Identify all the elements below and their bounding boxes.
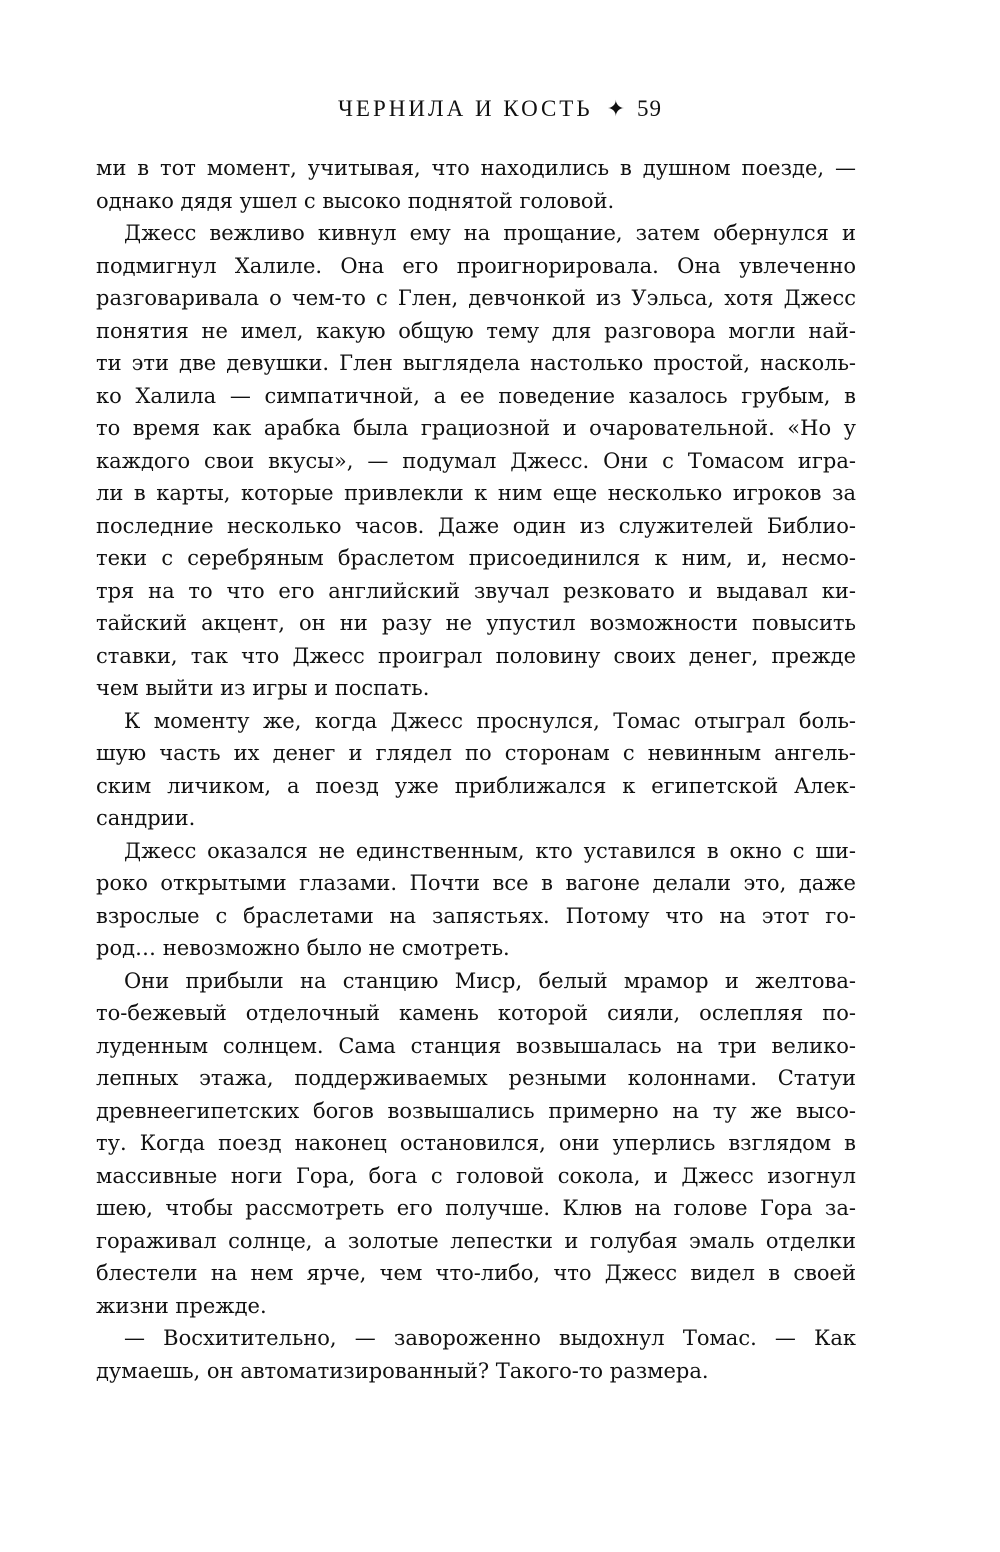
text-line: жизни прежде. xyxy=(96,1293,267,1318)
paragraph xyxy=(96,217,856,705)
text-line: блестели на нем ярче, чем что-либо, что Джесс видел в своей xyxy=(96,1261,856,1285)
paragraph xyxy=(96,1322,856,1387)
text-line: Джесс вежливо кивнул ему на прощание, затем обернулся и xyxy=(124,221,856,245)
text-line: ми в тот момент, учитывая, что находились в душном поезде, — xyxy=(96,156,856,180)
page-number: 59 xyxy=(637,96,663,121)
text-line: К моменту же, когда Джесс проснулся, Томас отыграл боль- xyxy=(124,708,856,733)
book-title: ЧЕРНИЛА И КОСТЬ xyxy=(337,96,593,121)
text-line: массивные ноги Гора, бога с головой сокола, и Джесс изогнул xyxy=(96,1163,856,1188)
text-line: взрослые с браслетами на запястьях. Потому что на этот го- xyxy=(96,903,856,928)
text-line: сандрии. xyxy=(96,806,196,830)
text-line: чем выйти из игры и поспать. xyxy=(96,676,430,700)
paragraph xyxy=(96,965,856,1323)
running-header xyxy=(0,96,1000,122)
text-line: думаешь, он автоматизированный? Такого-то размера. xyxy=(96,1358,709,1383)
text-line: теки с серебряным браслетом присоединился к ним, и, несмо- xyxy=(96,546,856,570)
text-line: древнеегипетских богов возвышались примерно на ту же высо- xyxy=(96,1098,856,1123)
text-line: тря на то что его английский звучал резковато и выдавал ки- xyxy=(96,578,856,603)
text-line: лепных этажа, поддерживаемых резными колоннами. Статуи xyxy=(96,1066,856,1090)
text-line: подмигнул Халиле. Она его проигнорировала. Она увлеченно xyxy=(96,253,856,278)
text-line: — Восхитительно, — завороженно выдохнул Томас. — Как xyxy=(124,1326,856,1350)
text-line: ко Халила — симпатичной, а ее поведение казалось грубым, в xyxy=(96,383,856,408)
text-line: роко открытыми глазами. Почти все в вагоне делали это, даже xyxy=(96,871,856,895)
text-line: гораживал солнце, а золотые лепестки и голубая эмаль отделки xyxy=(96,1228,856,1253)
text-line: однако дядя ушел с высоко поднятой головой. xyxy=(96,188,615,213)
text-line: луденным солнцем. Сама станция возвышалась на три велико- xyxy=(96,1033,856,1058)
text-line: ским личиком, а поезд уже приближался к египетской Алек- xyxy=(96,773,856,798)
text-line: ставки, так что Джесс проиграл половину своих денег, прежде xyxy=(96,643,856,668)
text-line: последние несколько часов. Даже один из служителей Библио- xyxy=(96,513,856,538)
text-line: ти эти две девушки. Глен выглядела настолько простой, насколь- xyxy=(96,351,856,375)
text-line: Джесс оказался не единственным, кто уставился в окно с ши- xyxy=(124,838,856,863)
paragraph xyxy=(96,152,856,217)
text-line: род… невозможно было не смотреть. xyxy=(96,936,510,960)
text-line: понятия не имел, какую общую тему для разговора могли най- xyxy=(96,318,856,343)
text-line: каждого свои вкусы», — подумал Джесс. Они с Томасом игра- xyxy=(96,448,856,473)
text-line: шую часть их денег и глядел по сторонам с невинным ангель- xyxy=(96,741,856,765)
text-line: ту. Когда поезд наконец остановился, они уперлись взглядом в xyxy=(96,1131,856,1155)
text-line: тайский акцент, он ни разу не упустил возможности повысить xyxy=(96,611,856,635)
paragraph xyxy=(96,835,856,965)
star-separator-icon: ✦ xyxy=(606,96,626,121)
text-line: Они прибыли на станцию Миср, белый мрамор и желтова- xyxy=(124,968,856,993)
text-line: шею, чтобы рассмотреть его получше. Клюв на голове Гора за- xyxy=(96,1196,856,1220)
paragraph xyxy=(96,705,856,835)
text-line: разговаривала о чем-то с Глен, девчонкой из Уэльса, хотя Джесс xyxy=(96,286,856,310)
body-text xyxy=(96,152,856,1387)
text-line: то время как арабка была грациозной и очаровательной. «Но у xyxy=(96,416,856,440)
text-line: ли в карты, которые привлекли к ним еще несколько игроков за xyxy=(96,481,856,505)
text-line: то-бежевый отделочный камень которой сияли, ослепляя по- xyxy=(96,1001,856,1025)
